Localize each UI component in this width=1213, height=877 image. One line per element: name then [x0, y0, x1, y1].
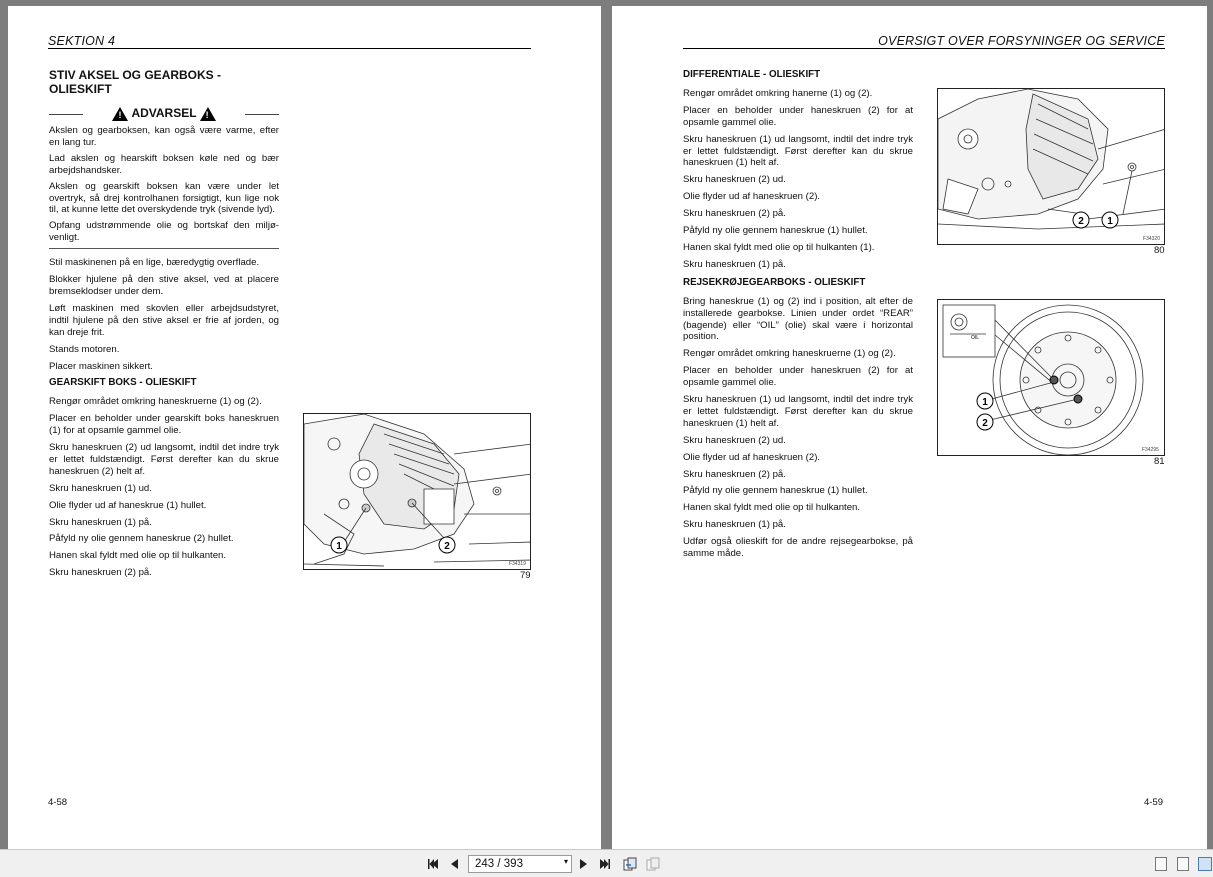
- header-rule: [48, 48, 531, 49]
- callout-2-label: 2: [982, 418, 988, 429]
- inset-oil-label: OIL: [971, 335, 980, 341]
- go-forward-view-icon[interactable]: [645, 856, 661, 872]
- gearbox-drawing: [304, 414, 531, 570]
- warning-triangle-icon: [112, 107, 128, 121]
- step-text: Blokker hjulene på den stive aksel, ved at placere bremseklodser under dem.: [49, 274, 279, 297]
- figure-number: 79: [520, 570, 531, 581]
- step-text: Skru haneskruen (2) ud.: [683, 174, 786, 186]
- page-indicator-text: 243 / 393: [475, 858, 523, 870]
- step-text: Stands motoren.: [49, 343, 120, 355]
- step-text: Rengør området omkring haneskruerne (1) og (2).: [49, 396, 262, 408]
- differential-drawing: [938, 89, 1165, 245]
- figure-gearbox-illustration: [303, 413, 531, 570]
- step-text: Placer en beholder under haneskruen (2) for at opsamle gammel olie.: [683, 365, 913, 389]
- warning-box: [49, 125, 279, 244]
- last-page-icon[interactable]: [598, 856, 612, 872]
- section-heading: DIFFERENTIALE - OLIESKIFT: [683, 69, 821, 80]
- step-text: Skru haneskruen (1) på.: [49, 516, 152, 528]
- header-rule: [683, 48, 1165, 49]
- step-text: Rengør området omkring hanerne (1) og (2).: [683, 87, 873, 99]
- section-header: OVERSIGT OVER FORSYNINGER OG SERVICE: [878, 34, 1165, 48]
- step-text: Hanen skal fyldt med olie op til hulkanten.: [683, 502, 861, 514]
- page-title: STIV AKSEL OG GEARBOKS - OLIESKIFT: [49, 68, 222, 96]
- step-text: Hanen skal fyldt med olie op til hulkanten.: [49, 550, 227, 562]
- step-text: Skru haneskruen (2) på.: [683, 468, 786, 480]
- hub-drawing: [938, 300, 1165, 456]
- first-page-icon[interactable]: [426, 856, 440, 872]
- step-text: Skru haneskruen (1) ud langsomt, indtil det indre tryk er lettet fuldstændigt. Først derefter kan du skrue haneskruen (1) helt af.: [683, 133, 913, 169]
- page-number: 4-58: [48, 797, 68, 808]
- warning-paragraph: Opfang udstrømmende olie og bortskaf den miljø-venligt.: [49, 220, 279, 244]
- viewer-toolbar: [0, 849, 1213, 877]
- left-text-column: [49, 68, 279, 584]
- go-back-view-icon[interactable]: [622, 856, 638, 872]
- step-text: Placer en beholder under gearskift boks haneskruen (1) for at opsamle gammel olie.: [49, 413, 279, 437]
- callout-2-label: 2: [1078, 216, 1084, 227]
- warning-paragraph: Lad akslen og hearskift boksen køle ned og bær arbejdshandsker.: [49, 152, 279, 176]
- callout-1-label: 1: [336, 541, 342, 552]
- warning-paragraph: Akslen og gearboksen, kan også være varme, efter en lang tur.: [49, 125, 279, 148]
- step-text: Olie flyder ud af haneskruen (2).: [683, 191, 821, 203]
- figure-number: 80: [1154, 245, 1165, 256]
- step-text: Hanen skal fyldt med olie op til hulkanten (1).: [683, 241, 875, 253]
- step-text: Skru haneskruen (2) ud langsomt, indtil det indre tryk er lettet fuldstændigt. Først derefter kan du skrue haneskruen (2) helt af.: [49, 442, 279, 477]
- figure-differential-illustration: [937, 88, 1165, 245]
- step-text: Stil maskinenen på en lige, bæredygtig overflade.: [49, 257, 260, 269]
- callout-2-label: 2: [444, 541, 450, 552]
- step-text: Løft maskinen med skovlen eller arbejdsudstyret, indtil hjulene på den stive aksel er frie af jorden, og kan dreje frit.: [49, 302, 279, 338]
- warning-triangle-icon: [200, 107, 216, 121]
- step-text: Påfyld ny olie gennem haneskrue (2) hullet.: [49, 533, 234, 545]
- page-left: [8, 6, 601, 849]
- page-right: [612, 6, 1207, 849]
- step-text: Rengør området omkring haneskruerne (1) og (2).: [683, 348, 896, 360]
- previous-page-icon[interactable]: [448, 856, 460, 872]
- single-page-view-icon[interactable]: [1155, 857, 1167, 871]
- step-text: Skru haneskruen (1) på.: [683, 519, 786, 531]
- callout-1-label: 1: [1107, 216, 1113, 227]
- figure-code: F34295: [1142, 447, 1159, 453]
- figure-number: 81: [1154, 456, 1165, 467]
- figure-code: F34319: [509, 561, 526, 567]
- step-text: Olie flyder ud af haneskrue (1) hullet.: [49, 499, 207, 511]
- step-text: Påfyld ny olie gennem haneskrue (1) hullet.: [683, 225, 868, 237]
- warning-end-rule: [49, 248, 279, 249]
- page-number-input[interactable]: [468, 855, 572, 873]
- section-header: SEKTION 4: [48, 34, 116, 48]
- continuous-view-icon[interactable]: [1177, 857, 1189, 871]
- figure-hub-illustration: [937, 299, 1165, 456]
- step-text: Skru haneskruen (1) ud.: [49, 482, 152, 494]
- page-number: 4-59: [1144, 797, 1164, 808]
- step-text: Skru haneskruen (2) ud.: [683, 434, 786, 446]
- callout-1-label: 1: [982, 397, 988, 408]
- warning-rule-right: [245, 114, 279, 115]
- step-text: Skru haneskruen (1) ud langsomt, indtil det indre tryk er lettet fuldstændigt. Først derefter kan du skrue haneskruen (1) helt af.: [683, 394, 913, 429]
- step-text: Placer maskinen sikkert.: [49, 360, 153, 372]
- figure-code: F34320: [1143, 236, 1160, 242]
- warning-title: ADVARSEL: [131, 106, 197, 121]
- step-text: Bring haneskrue (1) og (2) ind i position, alt efter de installerede gearbokse. Linien under ordet “REAR” (bagende) eller “OIL” (olie) skal være i horizontal position.: [683, 295, 913, 343]
- step-text: Påfyld ny olie gennem haneskrue (1) hullet.: [683, 485, 868, 497]
- right-text-column: [683, 69, 913, 565]
- step-text: Skru haneskruen (1) på.: [683, 258, 786, 270]
- step-text: Skru haneskruen (2) på.: [683, 208, 786, 220]
- warning-rule-left: [49, 114, 83, 115]
- warning-heading: [49, 106, 279, 122]
- section-heading: REJSEKRØJEGEARBOKS - OLIESKIFT: [683, 276, 866, 288]
- next-page-icon[interactable]: [578, 856, 590, 872]
- step-text: Skru haneskruen (2) på.: [49, 567, 152, 579]
- step-text: Olie flyder ud af haneskruen (2).: [683, 451, 821, 463]
- warning-paragraph: Akslen og gearskift boksen kan være under let overtryk, så drej kontrolhanen forsigtigt, kun lige nok til, at kunne lette det overskydende tryk (sivende lyd).: [49, 180, 279, 216]
- step-text: Udfør også olieskift for de andre rejsegearbokse, på samme måde.: [683, 536, 913, 560]
- two-page-view-icon[interactable]: [1198, 857, 1212, 871]
- step-text: Placer en beholder under haneskruen (2) for at opsamle gammel olie.: [683, 104, 913, 128]
- section-heading: GEARSKIFT BOKS - OLIESKIFT: [49, 377, 197, 389]
- chevron-down-icon[interactable]: ▾: [563, 857, 568, 866]
